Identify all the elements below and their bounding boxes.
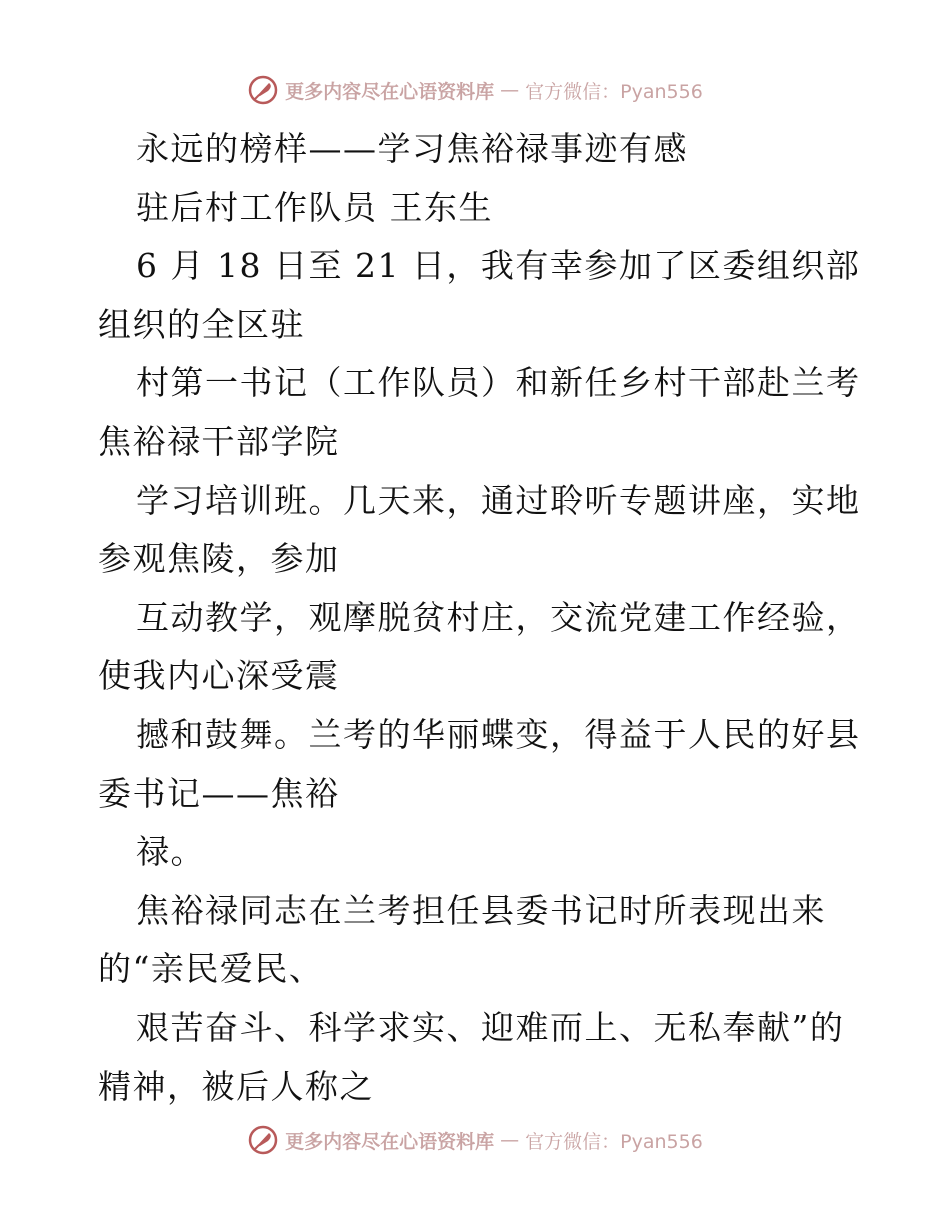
body-line: 使我内心深受震 xyxy=(98,656,340,696)
body-line: 组织的全区驻 xyxy=(98,304,305,344)
body-line: 的“亲民爱民、 xyxy=(98,949,324,989)
body-line: 互动教学，观摩脱贫村庄，交流党建工作经验， xyxy=(136,597,861,637)
banner-separator: — xyxy=(500,79,520,101)
doc-author: 驻后村工作队员 王东生 xyxy=(136,187,493,227)
body-line: 撼和鼓舞。兰考的华丽蝶变，得益于人民的好县 xyxy=(136,714,861,754)
body-line: 焦裕禄干部学院 xyxy=(98,421,340,461)
header-banner xyxy=(0,70,950,110)
body-line: 6 月 18 日至 21 日，我有幸参加了区委组织部 xyxy=(136,246,861,286)
doc-title: 永远的榜样——学习焦裕禄事迹有感 xyxy=(136,129,688,168)
body-line: 参观焦陵，参加 xyxy=(98,539,340,579)
banner-brand-text: 更多内容尽在心语资料库 xyxy=(285,1130,495,1153)
feather-pen-logo-icon xyxy=(247,74,279,106)
footer-banner xyxy=(0,1120,950,1160)
body-line: 村第一书记（工作队员）和新任乡村干部赴兰考 xyxy=(136,363,861,403)
document-body xyxy=(98,120,868,1116)
body-line: 艰苦奋斗、科学求实、迎难而上、无私奉献”的 xyxy=(136,1007,845,1047)
banner-contact-text: 官方微信：Pyan556 xyxy=(525,1130,703,1153)
banner-contact-text: 官方微信：Pyan556 xyxy=(525,80,703,103)
body-line: 禄。 xyxy=(136,832,205,872)
body-line: 精神，被后人称之 xyxy=(98,1066,374,1106)
banner-brand-text: 更多内容尽在心语资料库 xyxy=(285,80,495,103)
feather-pen-logo-icon xyxy=(247,1124,279,1156)
body-line: 委书记——焦裕 xyxy=(98,773,340,813)
body-line: 学习培训班。几天来，通过聆听专题讲座，实地 xyxy=(136,480,861,520)
banner-separator: — xyxy=(500,1129,520,1151)
body-line: 焦裕禄同志在兰考担任县委书记时所表现出来 xyxy=(136,890,826,930)
